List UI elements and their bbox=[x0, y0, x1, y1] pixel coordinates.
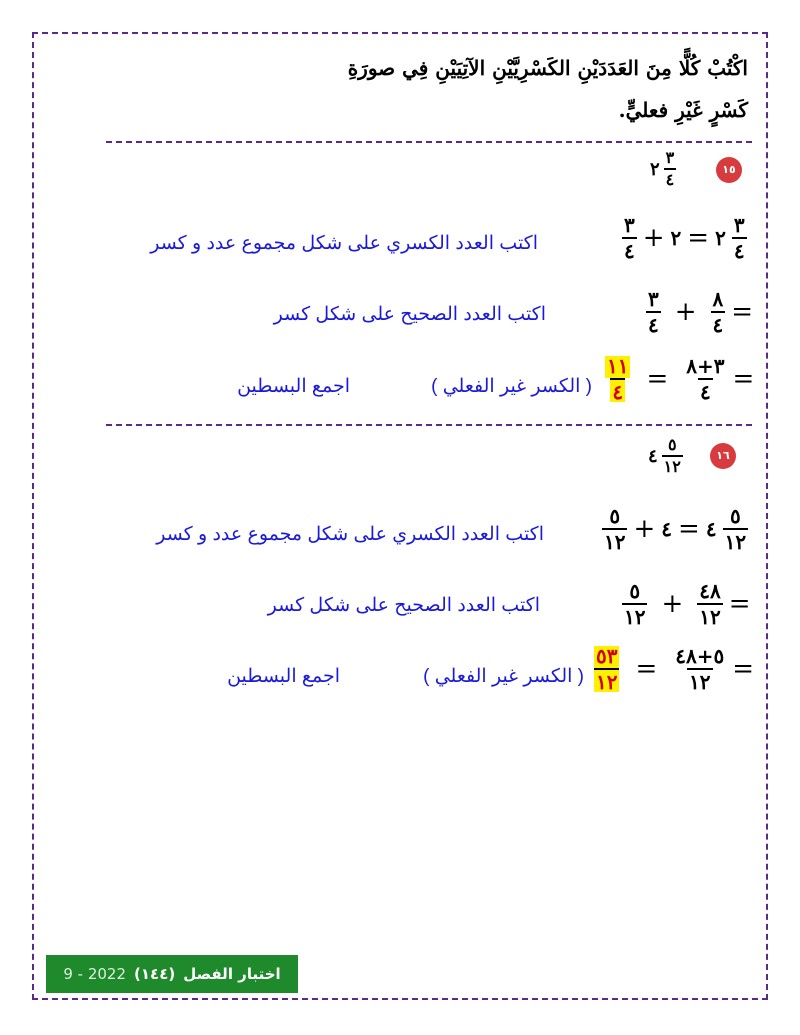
note-step3-paren: ( الكسر غير الفعلي ) bbox=[423, 666, 584, 687]
problem-15-mixed-number bbox=[650, 150, 676, 188]
equation-15-step1 bbox=[622, 215, 747, 261]
divider-middle bbox=[106, 424, 752, 426]
equals-sign: = bbox=[731, 297, 754, 327]
whole-part: ٤ bbox=[705, 517, 717, 541]
note-step2: اكتب العدد الصحيح على شكل كسر bbox=[267, 595, 540, 616]
problem-16-mixed-number bbox=[648, 437, 683, 475]
equation-16-step1 bbox=[602, 506, 748, 552]
equals-sign: = bbox=[635, 654, 658, 684]
note-step2: اكتب العدد الصحيح على شكل كسر bbox=[273, 304, 546, 325]
equation-15-step2 bbox=[646, 289, 753, 335]
equals-sign: = bbox=[687, 223, 710, 253]
fraction: $\frac{٣}{٤}$ bbox=[665, 148, 675, 189]
problem-number-badge: ١٥ bbox=[716, 157, 742, 183]
whole-part: ٢ bbox=[670, 226, 682, 250]
note-step3-add: اجمع البسطين bbox=[227, 666, 340, 687]
problem-number-badge: ١٦ bbox=[710, 443, 736, 469]
plus-sign: + bbox=[674, 297, 697, 327]
fraction: $\frac{٣+٨}{٤}$ bbox=[686, 354, 725, 404]
fraction: $\frac{٣}{٤}$ bbox=[648, 287, 659, 337]
whole-part: ٢ bbox=[650, 158, 660, 180]
footer-label: اختبار الفصل bbox=[183, 965, 281, 983]
note-step3-add: اجمع البسطين bbox=[237, 376, 350, 397]
equation-16-step2 bbox=[622, 581, 751, 627]
instruction-line-1: اكْتُبْ كُلًّا مِنَ العَدَدَيْنِ الكَسْرِيَّيْنِ الآتِيَيْنِ فِي صورَةِ bbox=[347, 56, 748, 80]
equals-sign: = bbox=[678, 514, 700, 544]
fraction: $\frac{٨}{٤}$ bbox=[712, 287, 724, 337]
result-fraction: $\frac{١١}{٤}$ bbox=[607, 354, 629, 404]
fraction: $\frac{٣}{٤}$ bbox=[733, 213, 745, 263]
fraction: $\frac{٥}{١٢}$ bbox=[663, 435, 681, 476]
equals-sign: = bbox=[728, 589, 751, 619]
divider-top bbox=[106, 141, 752, 143]
equals-sign: = bbox=[732, 364, 755, 394]
whole-part: ٤ bbox=[648, 445, 658, 467]
fraction: $\frac{٣}{٤}$ bbox=[624, 213, 635, 263]
fraction: $\frac{٥}{١٢}$ bbox=[624, 579, 646, 629]
plus-sign: + bbox=[633, 514, 656, 544]
fraction: $\frac{٥}{١٢}$ bbox=[724, 504, 747, 554]
fraction: $\frac{٥+٤٨}{١٢}$ bbox=[675, 644, 725, 694]
plus-sign: + bbox=[661, 589, 684, 619]
whole-part: ٢ bbox=[715, 226, 726, 250]
fraction: $\frac{٤٨}{١٢}$ bbox=[699, 579, 721, 629]
equation-15-step3 bbox=[605, 356, 754, 402]
result-fraction: $\frac{٥٣}{١٢}$ bbox=[596, 644, 618, 694]
note-step1: اكتب العدد الكسري على شكل مجموع عدد و كسر bbox=[156, 524, 544, 545]
whole-part: ٤ bbox=[661, 517, 673, 541]
footer-page-arabic: (١٤٤) bbox=[134, 965, 176, 983]
footer-page-latin: 2022 - 9 bbox=[63, 965, 127, 983]
chapter-test-footer bbox=[46, 955, 298, 993]
note-step1: اكتب العدد الكسري على شكل مجموع عدد و كسر bbox=[150, 233, 538, 254]
note-step3-paren: ( الكسر غير الفعلي ) bbox=[431, 376, 592, 397]
plus-sign: + bbox=[642, 223, 665, 253]
equation-16-step3 bbox=[594, 646, 754, 692]
equals-sign: = bbox=[732, 654, 755, 684]
equals-sign: = bbox=[646, 364, 669, 394]
instruction-line-2: كَسْرٍ غَيْرِ فعليٍّ. bbox=[618, 98, 748, 122]
fraction: $\frac{٥}{١٢}$ bbox=[604, 504, 626, 554]
